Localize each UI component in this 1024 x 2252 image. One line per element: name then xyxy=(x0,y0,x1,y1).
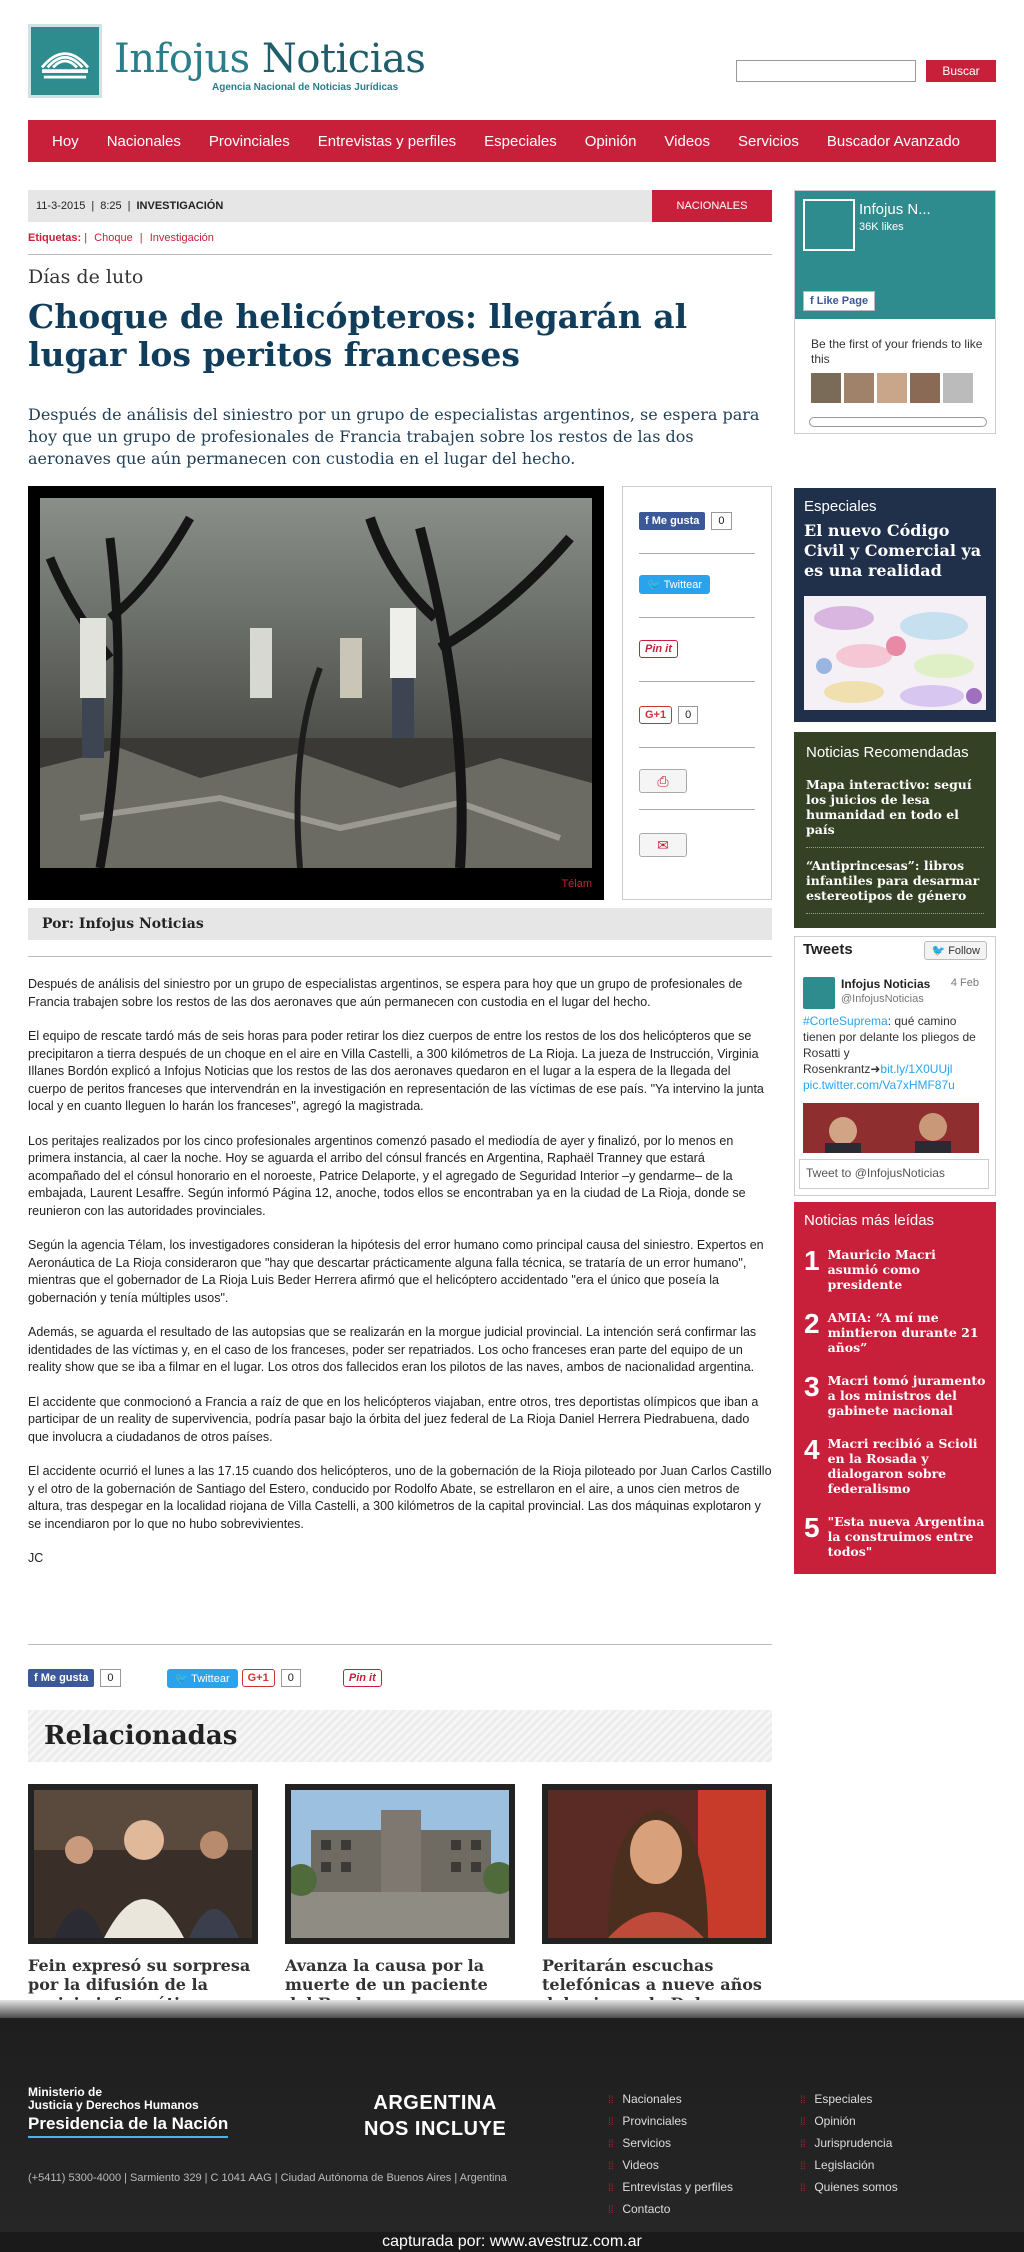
google-plus-button[interactable]: G+1 xyxy=(242,1669,275,1687)
footer-link[interactable]: ⁞⁞ Legislación xyxy=(800,2158,898,2172)
most-read-headline[interactable]: Mauricio Macri asumió como presidente xyxy=(827,1247,936,1292)
twitter-bird-icon: 🐦 xyxy=(647,579,664,591)
tweet-author-handle[interactable]: @InfojusNoticias xyxy=(841,993,924,1005)
capture-watermark: capturada por: www.avestruz.com.ar xyxy=(0,2232,1024,2252)
facebook-like-count: 0 xyxy=(100,1669,120,1687)
related-image[interactable] xyxy=(542,1784,772,1944)
infojus-logo-icon[interactable] xyxy=(28,24,102,98)
article-byline: Por: Infojus Noticias xyxy=(28,908,772,940)
footer-links-col1 xyxy=(608,2092,733,2224)
most-read-item[interactable] xyxy=(804,1310,986,1355)
most-read-rank: 5 xyxy=(804,1512,820,1543)
section-badge[interactable]: NACIONALES xyxy=(652,190,772,222)
divider xyxy=(639,617,755,618)
meta-separator: | xyxy=(127,200,131,212)
tag-link[interactable]: Investigación xyxy=(149,232,214,244)
printer-icon[interactable]: ⎙ xyxy=(639,769,687,793)
nav-item-especiales[interactable]: Especiales xyxy=(484,132,557,150)
photo-credit: Télam xyxy=(561,878,592,890)
tweet-hashtag[interactable]: #CorteSuprema xyxy=(803,1014,888,1028)
tag-separator: | xyxy=(84,232,88,244)
nav-item-videos[interactable]: Videos xyxy=(664,132,711,150)
avatar[interactable] xyxy=(803,977,835,1009)
recommended-item[interactable]: “Antiprincesas”: libros infantiles para desarmar estereotipos de género xyxy=(806,848,984,914)
facebook-likes-count: 36K likes xyxy=(859,221,904,233)
twitter-timeline-widget xyxy=(794,936,996,1196)
nav-item-buscador[interactable]: Buscador Avanzado xyxy=(826,132,961,150)
most-read-headline[interactable]: Macri tomó juramento a los ministros del gabinete nacional xyxy=(827,1373,986,1418)
tweet-compose-input[interactable]: Tweet to @InfojusNoticias xyxy=(799,1159,989,1189)
brand-subtitle: Agencia Nacional de Noticias Jurídicas xyxy=(212,82,399,93)
article-paragraph: El accidente ocurrió el lunes a las 17.15 cuando dos helicópteros, uno de la gobernación de la Rioja piloteado por Juan Carlos Castillo y el otro de la gobernación de Santiago del Estero, conducido por Rodolfo Abate, se estrellaron en el aire, a unos cien metros de altura, tras despegar en la localidad riojana de Villa Castelli, a 300 kilómetros de la capital provincial. Las dos máquinas explotaron y se incendiaron por lo que no hubo sobrevivientes. xyxy=(28,1464,772,1531)
facebook-like-button[interactable]: f Me gusta xyxy=(28,1669,94,1687)
twitter-group xyxy=(639,575,710,594)
site-header xyxy=(0,0,1024,120)
article-signature: JC xyxy=(28,1551,44,1565)
article-time: 8:25 xyxy=(100,200,122,212)
article-photo-frame xyxy=(28,486,604,900)
tags-row xyxy=(28,232,218,244)
tweet-text xyxy=(803,1013,979,1093)
pinterest-group xyxy=(639,639,678,658)
most-read-rank: 1 xyxy=(804,1245,820,1276)
divider xyxy=(639,553,755,554)
avatar[interactable] xyxy=(877,373,907,403)
article-paragraph: El accidente que conmocionó a Francia a raíz de que en los helicópteros viajaban, entre otros, tres deportistas olímpicos que iban a participar de un reality de supervivencia, podría pasar bajo la órbita del juez federal de La Rioja Daniel Herrera Piedrabuena, dado que involucra a ciudadanos de otros países. xyxy=(28,1394,759,1444)
horizontal-scrollbar[interactable] xyxy=(809,417,987,427)
meta-separator: | xyxy=(91,200,95,212)
recommended-box xyxy=(794,732,996,928)
mail-group xyxy=(639,833,687,857)
envelope-icon[interactable]: ✉ xyxy=(639,833,687,857)
article-lead: Después de análisis del siniestro por un grupo de especialistas argentinos, se espera para hoy que un grupo de profesionales de Francia trabajen sobre los restos de las dos aeronaves que aún permanecen con custodia en el lugar del hecho. xyxy=(28,405,760,468)
related-card[interactable] xyxy=(28,1784,258,2013)
article-photo[interactable] xyxy=(40,498,592,868)
footer-link[interactable]: ⁞⁞ Especiales xyxy=(800,2092,898,2106)
related-title[interactable]: Fein expresó su sorpresa por la difusión de la xyxy=(28,1956,251,1994)
google-plus-count: 0 xyxy=(281,1669,301,1687)
nav-item-opinion[interactable]: Opinión xyxy=(584,132,637,150)
most-read-item[interactable] xyxy=(804,1436,986,1496)
most-read-rank: 4 xyxy=(804,1434,820,1465)
infojus-logo-icon[interactable] xyxy=(803,199,855,251)
google-plus-group xyxy=(639,705,698,724)
article-kicker: Días de luto xyxy=(28,266,144,288)
print-group xyxy=(639,769,687,793)
related-card[interactable] xyxy=(285,1784,515,2013)
article-body xyxy=(28,976,772,1585)
ministry-name[interactable]: Ministerio de Justicia y Derechos Humanos xyxy=(28,2085,199,2112)
most-read-title: Noticias más leídas xyxy=(804,1212,935,1229)
facebook-icon: f xyxy=(645,515,652,527)
nav-item-provinciales[interactable]: Provinciales xyxy=(208,132,290,150)
facebook-like-button[interactable]: f Me gusta xyxy=(639,512,705,530)
especiales-box xyxy=(794,488,996,722)
article-date: 11-3-2015 xyxy=(36,200,86,212)
divider xyxy=(28,254,772,255)
especiales-image[interactable] xyxy=(804,596,986,710)
avatar[interactable] xyxy=(844,373,874,403)
tweet-link[interactable]: bit.ly/1X0UUjl xyxy=(880,1062,953,1076)
article-paragraph: Según la agencia Télam, los investigadores consideran la hipótesis del error humano como principal causa del siniestro. Expertos en Aeronáutica de La Rioja consideraron que "hay que descartar prácticamente alguna falla técnica, se trataría de un error humano", mientras que el gobernador de La Rioja Luis Beder Herrera afirmó que el helicóptero accidentado "era el único que poseía la gobernación y tenía múltiples usos". xyxy=(28,1238,764,1305)
divider xyxy=(639,809,755,810)
most-read-rank: 3 xyxy=(804,1371,820,1402)
tags-label: Etiquetas: xyxy=(28,232,82,244)
pinterest-pin-button[interactable]: Pin it xyxy=(343,1669,382,1687)
facebook-friends-text: Be the first of your friends to like this xyxy=(811,337,983,366)
footer-link[interactable]: ⁞⁞ Jurisprudencia xyxy=(800,2136,898,2150)
footer-link[interactable]: ⁞⁞ Servicios xyxy=(608,2136,733,2150)
article-paragraph: El equipo de rescate tardó más de seis horas para poder retirar los diez cuerpos de entre los restos de los dos helicópteros que se precipitaron a tierra después de un choque en el aire en Villa Castelli, a 300 kilómetros de La Rioja. La jueza de Instrucción, Virginia Illanes Bordón explicó a Infojus Noticias que los restos de las dos aeronaves quedaron en el lugar a la espera de la llegada del cuerpo de peritos franceses que intervendrán en la investigación en representación de las víctimas de ese país. "Ya intervino la junta local y en cuanto lleguen lo harán los franceses", agregó la magistrada. xyxy=(28,1029,764,1113)
avatar[interactable] xyxy=(910,373,940,403)
divider xyxy=(28,956,772,957)
footer-shadow xyxy=(0,2000,1024,2020)
twitter-bird-icon: 🐦 xyxy=(931,945,949,957)
tweet-author-name[interactable]: Infojus Noticias xyxy=(841,977,931,991)
article-headline: Choque de helicópteros: llegarán al lugar los peritos franceses xyxy=(28,297,688,374)
presidency-logo[interactable]: Presidencia de la Nación xyxy=(28,2114,228,2138)
google-plus-button[interactable]: G+1 xyxy=(639,706,672,724)
most-read-item[interactable] xyxy=(804,1373,986,1418)
divider xyxy=(28,1644,772,1645)
related-title[interactable]: Peritarán escuchas telefónicas a nueve años xyxy=(542,1956,762,1994)
most-read-rank: 2 xyxy=(804,1308,820,1339)
tag-link[interactable]: Choque xyxy=(94,232,133,244)
tweet-image[interactable] xyxy=(803,1103,979,1153)
tweet-date[interactable]: 4 Feb xyxy=(950,977,979,989)
most-read-item[interactable] xyxy=(804,1247,986,1292)
facebook-cover[interactable] xyxy=(795,191,995,319)
avatar[interactable] xyxy=(811,373,841,403)
related-image[interactable] xyxy=(28,1784,258,1944)
article-paragraph: Además, se aguarda el resultado de las autopsias que se realizarán en la morgue judicial provincial. La intención será confirmar las identidades de las víctimas y, en el caso de los franceses, poder ser repatriados. Los ocho franceses eran parte del equipo de un reality show que se iba a filmar en el lugar. Los otros dos fallecidos eran los pilotos de las naves, ambos de nacionalidad argentina. xyxy=(28,1325,757,1374)
related-image[interactable] xyxy=(285,1784,515,1944)
twitter-bird-icon: 🐦 xyxy=(174,1672,192,1685)
most-read-headline[interactable]: "Esta nueva Argentina la construimos entre todos" xyxy=(827,1514,985,1559)
share-box xyxy=(622,486,772,900)
search-input[interactable] xyxy=(736,60,916,82)
twitter-tweet-button[interactable]: 🐦 Twittear xyxy=(639,575,710,594)
facebook-like-count: 0 xyxy=(711,512,731,530)
footer-link[interactable]: ⁞⁞ Provinciales xyxy=(608,2114,733,2128)
facebook-page-name[interactable]: Infojus N... xyxy=(859,201,931,218)
recommended-title: Noticias Recomendadas xyxy=(806,744,969,761)
especiales-title: Especiales xyxy=(804,498,877,515)
facebook-like-group xyxy=(639,511,732,530)
facebook-like-page-button[interactable]: f Like Page xyxy=(803,291,875,311)
main-nav xyxy=(28,120,996,162)
argentina-slogan: ARGENTINA NOS INCLUYE xyxy=(364,2092,507,2140)
facebook-friend-avatars xyxy=(811,373,973,403)
footer-link[interactable]: ⁞⁞ Quienes somos xyxy=(800,2180,898,2194)
especiales-headline[interactable]: El nuevo Código Civil y Comercial ya es una realidad xyxy=(804,521,982,580)
nav-item-servicios[interactable]: Servicios xyxy=(738,132,799,150)
twitter-follow-button[interactable]: 🐦 Follow xyxy=(924,941,987,960)
article-paragraph: Después de análisis del siniestro por un grupo de especialistas argentinos, se espera para hoy que un grupo de profesionales de Francia trabajen sobre los restos de las dos aeronaves que aún permanecen con custodia en el lugar del hecho. xyxy=(28,977,743,1009)
divider xyxy=(639,681,755,682)
facebook-page-widget xyxy=(794,190,996,434)
most-read-box xyxy=(794,1202,996,1574)
bottom-share-row xyxy=(28,1666,382,1690)
most-read-headline[interactable]: AMIA: “A mí me mintieron durante 21 años” xyxy=(827,1310,979,1355)
article-category: INVESTIGACIÓN xyxy=(136,200,224,212)
brand-title[interactable]: Infojus Noticias xyxy=(114,36,426,82)
divider xyxy=(639,747,755,748)
facebook-icon: f xyxy=(34,1672,41,1684)
tweet-link[interactable]: pic.twitter.com/Va7xHMF87u xyxy=(803,1078,955,1092)
tweets-title: Tweets xyxy=(803,941,853,958)
related-card[interactable] xyxy=(542,1784,772,2013)
footer-link[interactable]: ⁞⁞ Nacionales xyxy=(608,2092,733,2106)
search-button[interactable]: Buscar xyxy=(926,60,996,82)
pinterest-pin-button[interactable]: Pin it xyxy=(639,640,678,658)
footer-contact: (+5411) 5300-4000 | Sarmiento 329 | C 1041 AAG | Ciudad Autónoma de Buenos Aires | Argentina xyxy=(28,2172,507,2184)
tweet-body: : qué camino tienen por delante los pliegos de Rosatti y Rosenkrantz➜ xyxy=(803,1014,976,1076)
footer-links-col2 xyxy=(800,2092,898,2202)
google-plus-count: 0 xyxy=(678,706,698,724)
facebook-icon: f xyxy=(810,295,817,307)
avatar[interactable] xyxy=(943,373,973,403)
tag-separator: | xyxy=(139,232,143,244)
recommended-item[interactable]: Mapa interactivo: seguí los juicios de lesa humanidad en todo el país xyxy=(806,767,984,848)
footer-link[interactable]: ⁞⁞ Entrevistas y perfiles xyxy=(608,2180,733,2194)
nav-item-entrevistas[interactable]: Entrevistas y perfiles xyxy=(317,132,457,150)
related-title[interactable]: Avanza la causa por la muerte de un paciente xyxy=(285,1956,488,1994)
nav-item-nacionales[interactable]: Nacionales xyxy=(106,132,181,150)
footer-link[interactable]: ⁞⁞ Opinión xyxy=(800,2114,898,2128)
twitter-tweet-button[interactable]: 🐦 Twittear xyxy=(167,1669,238,1688)
most-read-headline[interactable]: Macri recibió a Scioli en la Rosada y dialogaron sobre federalismo xyxy=(827,1436,978,1496)
footer-link[interactable]: ⁞⁞ Videos xyxy=(608,2158,733,2172)
article-paragraph: Los peritajes realizados por los cinco profesionales argentinos comenzó pasado el mediodía de ayer y finalizó, por lo menos en primera instancia, al caer la noche. Hoy se aguarda el arribo del cónsul francés en Argentina, Raphaël Tranney que estará acompañado del el cónsul honorario en el noroeste, Patrice Delaporte, y el agregado de Seguridad Interior –y gendarme– de la embajada, Laurent Lesaffre. Según informó Página 12, anoche, todos ellos se encontraban ya en la ciudad de La Rioja, donde se reunieron con las autoridades provinciales. xyxy=(28,1133,746,1218)
most-read-item[interactable] xyxy=(804,1514,986,1559)
nav-item-hoy[interactable]: Hoy xyxy=(52,132,79,150)
footer-link[interactable]: ⁞⁞ Contacto xyxy=(608,2202,733,2216)
related-heading: Relacionadas xyxy=(28,1710,772,1762)
